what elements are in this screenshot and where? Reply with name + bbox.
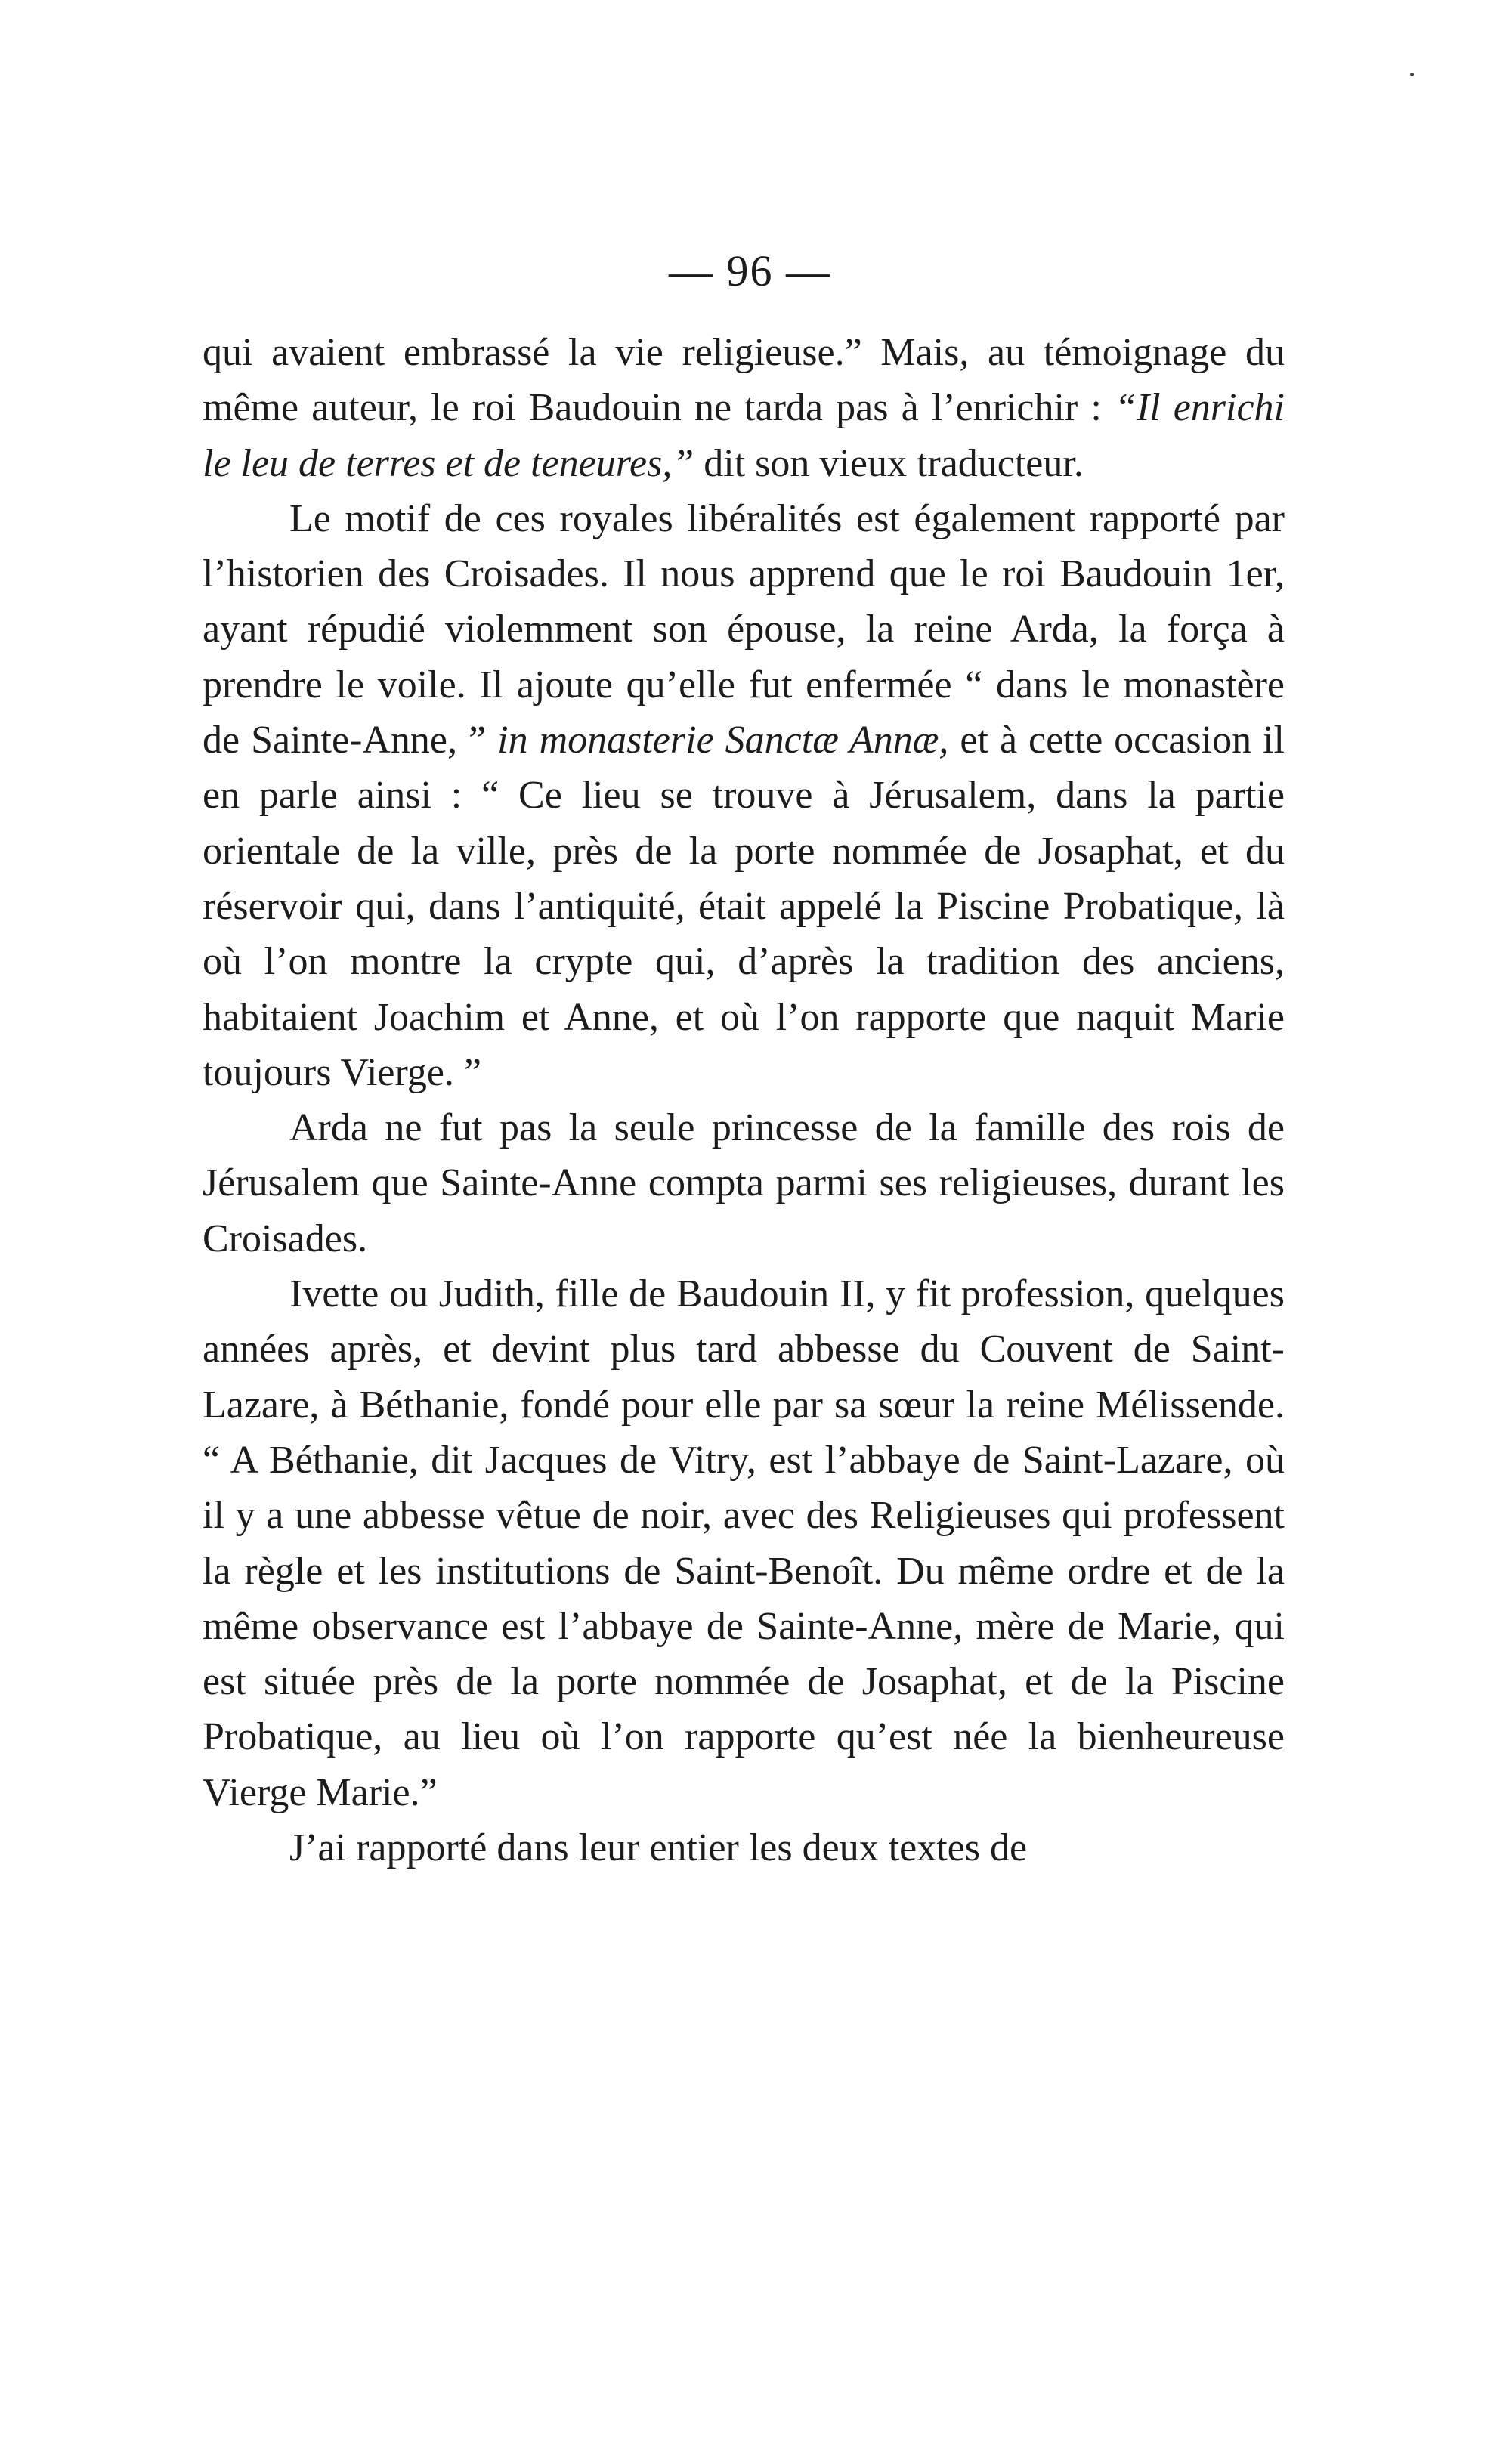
print-speck (1410, 73, 1414, 76)
text-segment: Le motif de ces royales libéralités est également rapporté par l’historien des Croisades. Il nous apprend que le roi Baudouin 1er, ayant répudié violemment son épouse, la reine Arda, la força à prendre le voile. Il ajoute qu’elle fut enfermée “ dans le monastère de Sainte-Anne, ” (203, 496, 1285, 762)
text-segment: et à cette occasion il en parle ainsi : “ Ce lieu se trouve à Jérusalem, dans la partie orientale de la ville, près de la porte nommée de Josaphat, et du réservoir qui, dans l’antiquité, était appelé la Piscine Probatique, là où l’on montre la crypte qui, d’après la tradition des anciens, habitaient Joachim et Anne, et où l’on rapporte que naquit Marie toujours Vierge. ” (203, 719, 1285, 1094)
page-number: — 96 — (669, 246, 831, 295)
paragraph-2 (203, 491, 1285, 1100)
text-segment: qui avaient embrassé la vie religieuse.” Mais, au témoignage du même auteur, le roi Baudouin ne tarda pas à l’enrichir : (203, 331, 1285, 430)
paragraph-3 (203, 1100, 1285, 1266)
quotation-italic: “Il enrichi le leu de terres et de teneures,” (203, 386, 1285, 485)
paragraph-1 (203, 325, 1285, 491)
text-segment: Arda ne fut pas la seule princesse de la famille des rois de Jérusalem que Sainte-Anne compta parmi ses religieuses, durant les Croisades. (203, 1106, 1285, 1260)
paragraph-5 (203, 1820, 1285, 1875)
text-segment: J’ai rapporté dans leur entier les deux textes de (289, 1826, 1028, 1870)
text-segment: Ivette ou Judith, fille de Baudouin II, y fit profession, quelques années après, et devint plus tard abbesse du Couvent de Saint-Lazare, à Béthanie, fondé pour elle par sa sœur la reine Mélissende. “ A Béthanie, dit Jacques de Vitry, est l’abbaye de Saint-Lazare, où il y a une abbesse vêtue de noir, avec des Religieuses qui professent la règle et les institutions de Saint-Benoît. Du même ordre et de la même observance est l’abbaye de Sainte-Anne, mère de Marie, qui est située près de la porte nommée de Josaphat, et de la Piscine Probatique, au lieu où l’on rapporte qu’est née la bienheureuse Vierge Marie.” (203, 1272, 1285, 1814)
text-segment: dit son vieux traducteur. (694, 441, 1084, 485)
latin-phrase-italic: in monasterie Sanctæ Annæ, (497, 719, 949, 762)
body-text (203, 325, 1285, 1875)
paragraph-4 (203, 1266, 1285, 1820)
